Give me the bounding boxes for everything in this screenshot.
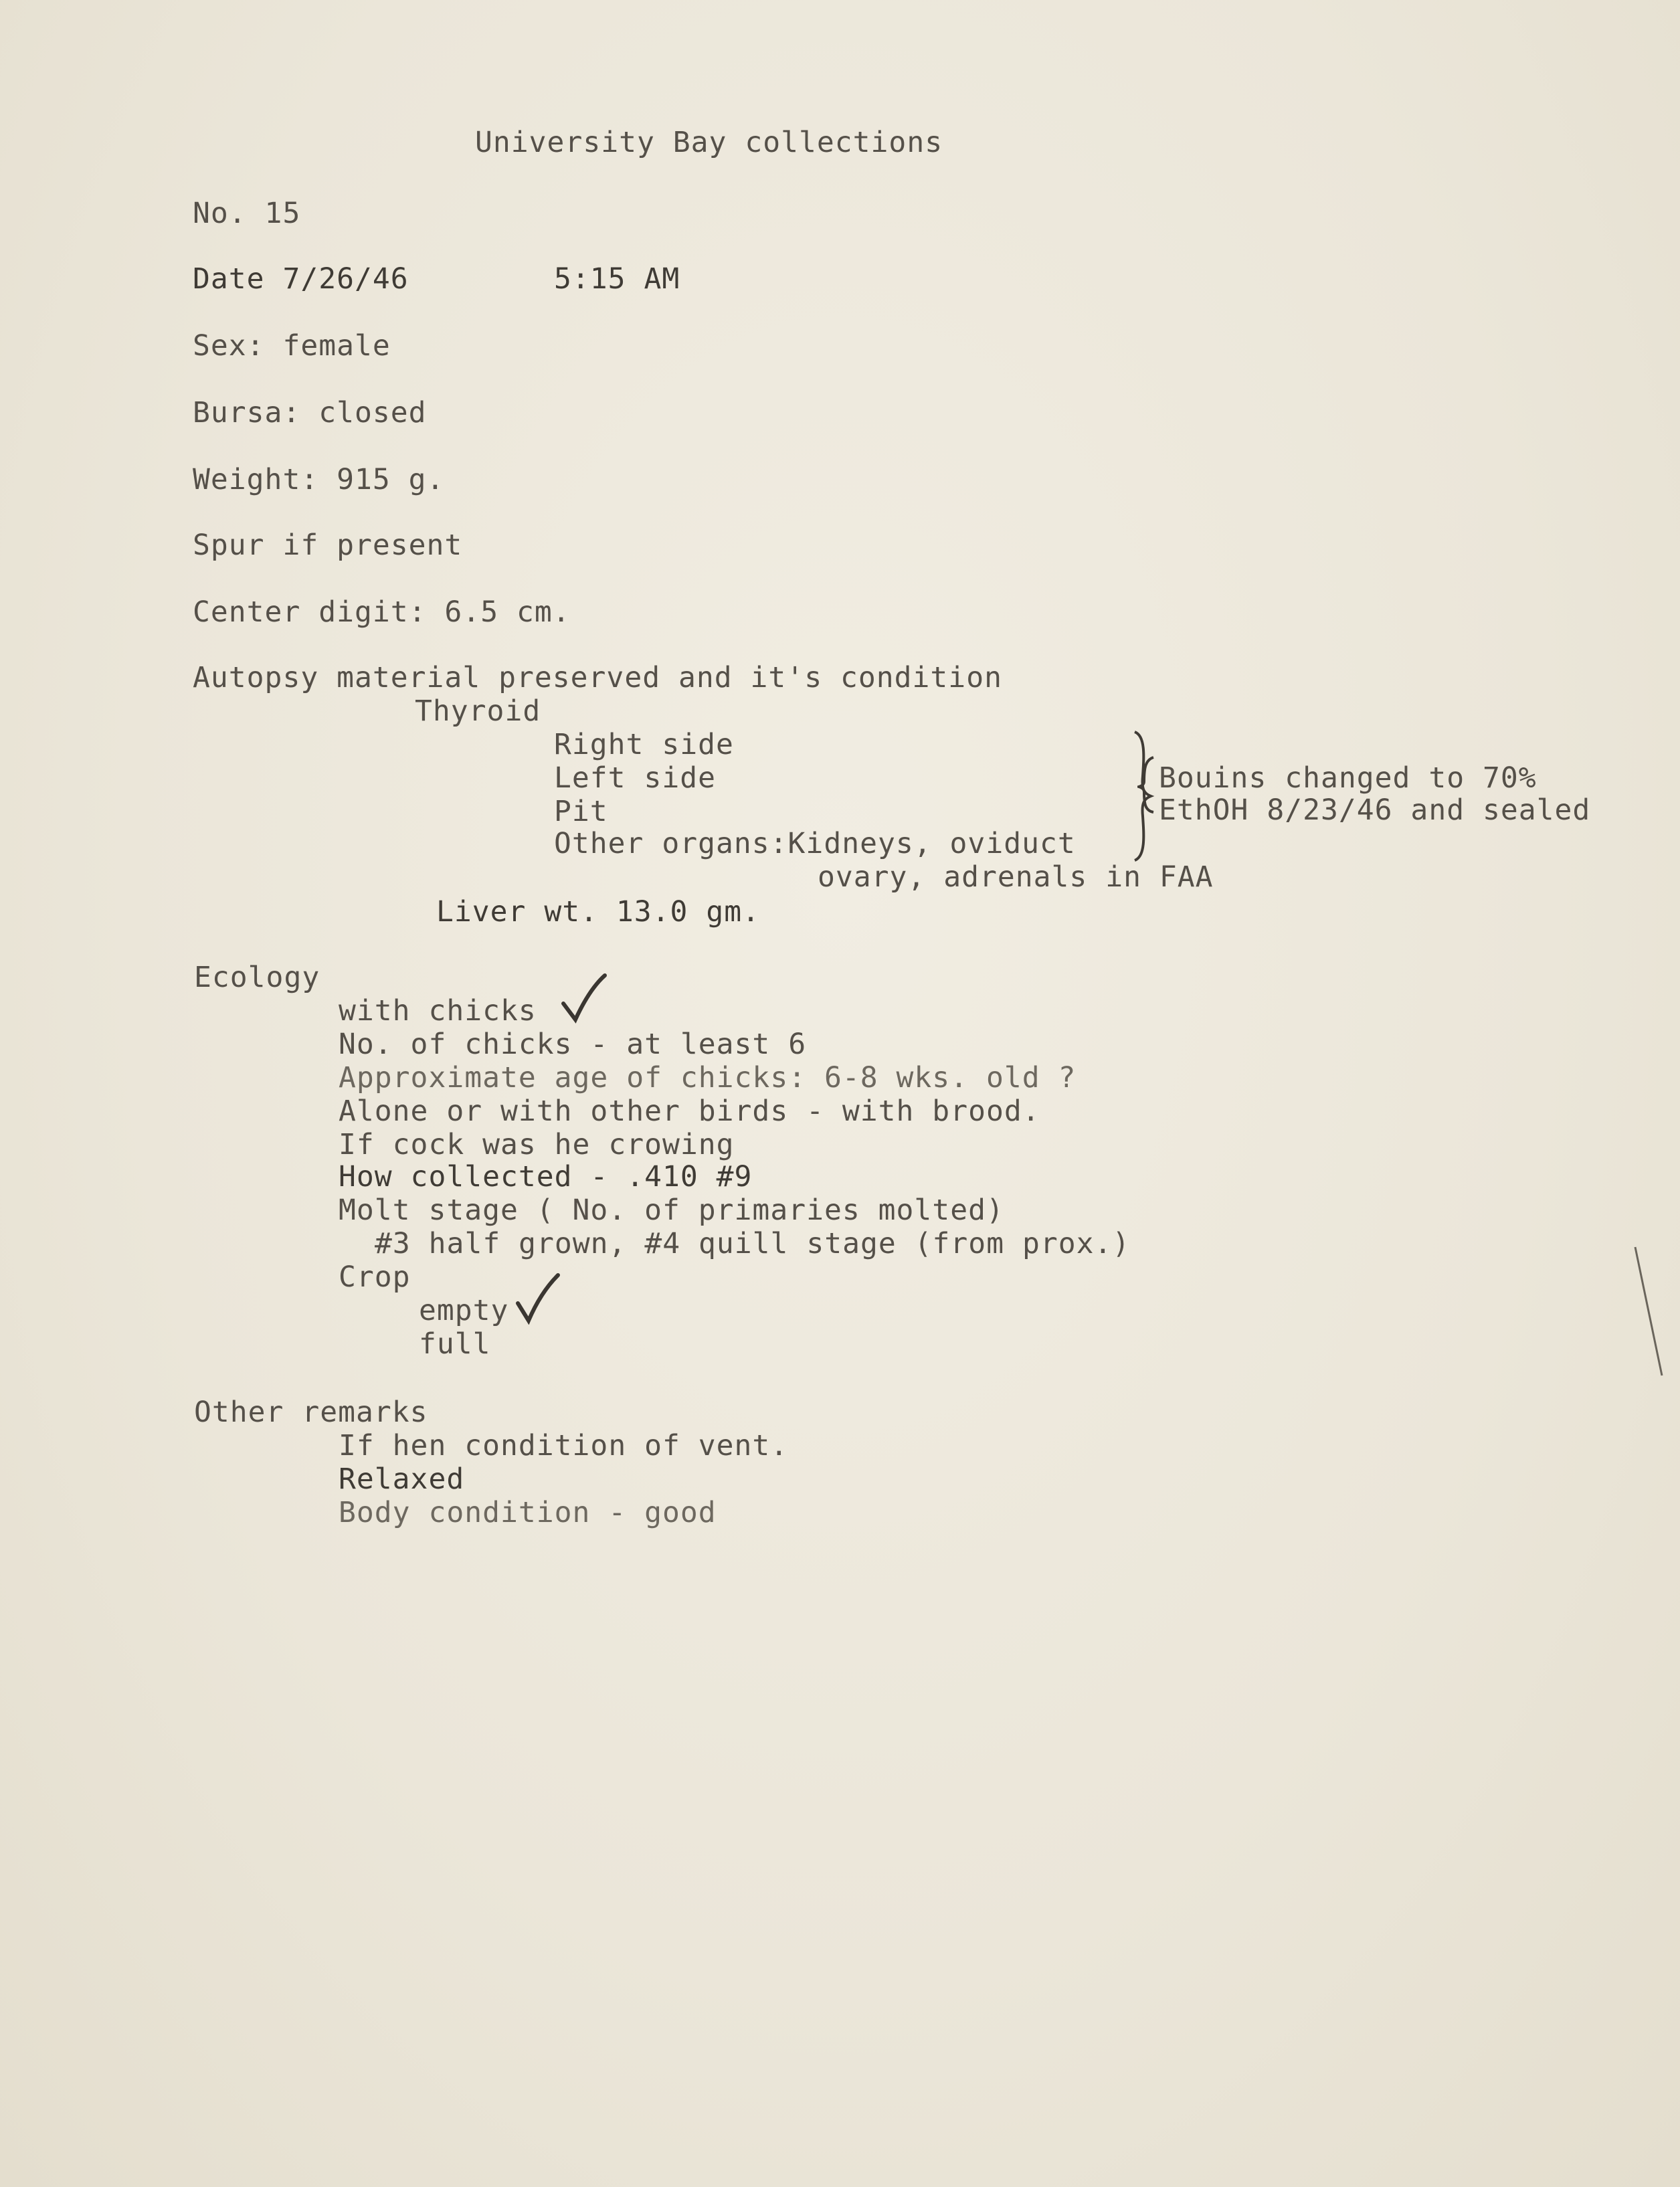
ecology-num-chicks: No. of chicks - at least 6 xyxy=(339,1028,807,1061)
check-mark-icon xyxy=(515,1271,562,1325)
remarks-heading: Other remarks xyxy=(194,1396,428,1429)
record-spur: Spur if present xyxy=(193,529,463,562)
record-weight: Weight: 915 g. xyxy=(193,463,445,496)
remarks-relaxed: Relaxed xyxy=(339,1462,465,1496)
record-time: 5:15 AM xyxy=(554,262,680,296)
ecology-molt-detail: #3 half grown, #4 quill stage (from prox.) xyxy=(375,1227,1131,1260)
record-number: No. 15 xyxy=(193,197,301,230)
record-sex: Sex: female xyxy=(193,329,391,363)
ecology-molt: Molt stage ( No. of primaries molted) xyxy=(339,1194,1004,1227)
ecology-cock: If cock was he crowing xyxy=(339,1128,735,1161)
autopsy-thyroid: Thyroid xyxy=(415,694,541,728)
autopsy-left-side: Left side xyxy=(554,761,716,795)
autopsy-other-organs-cont: ovary, adrenals in FAA xyxy=(818,860,1214,894)
record-bursa: Bursa: closed xyxy=(193,396,427,430)
ecology-crop: Crop xyxy=(339,1260,411,1294)
autopsy-pit: Pit xyxy=(554,795,608,828)
liver-weight: Liver wt. 13.0 gm. xyxy=(436,895,760,929)
remarks-vent: If hen condition of vent. xyxy=(339,1429,789,1462)
fixative-note-line2: EthOH 8/23/46 and sealed xyxy=(1159,793,1591,827)
record-center-digit: Center digit: 6.5 cm. xyxy=(193,595,571,629)
fixative-note-line1: Bouins changed to 70% xyxy=(1159,761,1537,795)
record-date: Date 7/26/46 xyxy=(193,262,409,296)
ecology-alone: Alone or with other birds - with brood. xyxy=(339,1095,1040,1128)
ecology-age-chicks: Approximate age of chicks: 6-8 wks. old ? xyxy=(339,1061,1077,1095)
ecology-heading: Ecology xyxy=(194,961,320,994)
ecology-crop-full: full xyxy=(419,1327,491,1361)
left-brace xyxy=(1137,755,1157,815)
autopsy-right-side: Right side xyxy=(554,728,734,761)
ecology-collected: How collected - .410 #9 xyxy=(339,1160,753,1194)
autopsy-other-organs: Other organs:Kidneys, oviduct xyxy=(554,827,1076,860)
margin-stroke xyxy=(1632,1244,1666,1378)
autopsy-heading: Autopsy material preserved and it's condition xyxy=(193,661,1002,694)
remarks-body: Body condition - good xyxy=(339,1496,717,1529)
page-title: University Bay collections xyxy=(475,126,943,159)
ecology-with-chicks: with chicks xyxy=(339,994,537,1028)
check-mark-icon xyxy=(561,971,608,1025)
ecology-crop-empty: empty xyxy=(419,1294,509,1327)
